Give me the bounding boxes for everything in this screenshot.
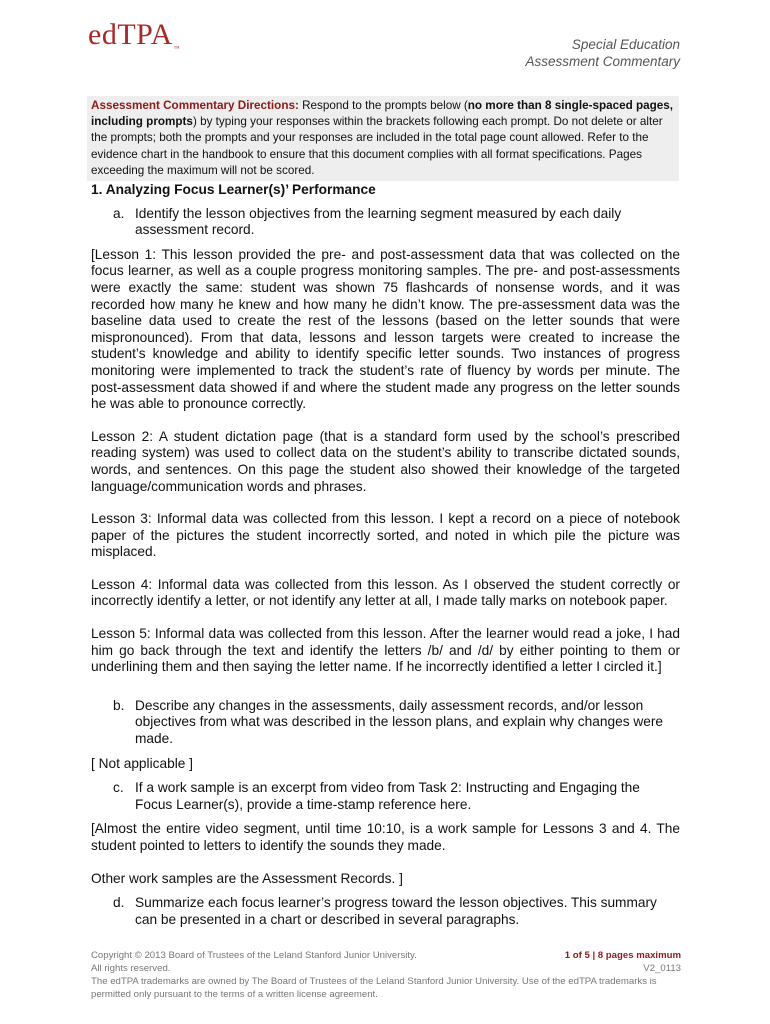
response-a-lesson-3[interactable]: Lesson 3: Informal data was collected from this lesson. I kept a record on a piece of notebook paper of the pictures the student incorrectly sorted, and noted in which pile the picture was misplaced.	[91, 511, 680, 560]
response-a-lesson-2[interactable]: Lesson 2: A student dictation page (that is a standard form used by the school’s prescribed reading system) was used to collect data on the student’s ability to transcribe dictated sounds, words, and sentences. On this page the student also showed their knowledge of the targeted language/communication words and phrases.	[91, 428, 680, 494]
prompt-d: d. Summarize each focus learner’s progress toward the lesson objectives. This summary can be presented in a chart or described in several paragraphs.	[113, 895, 657, 927]
prompt-a: a. Identify the lesson objectives from the learning segment measured by each daily assessment record.	[113, 205, 622, 238]
directions-label: Assessment Commentary Directions:	[91, 99, 299, 112]
prompt-b: b. Describe any changes in the assessments, daily assessment records, and/or lesson objectives from what was described in the lesson plans, and explain why changes were made.	[113, 697, 664, 747]
response-b[interactable]: [ Not applicable ]	[91, 755, 193, 771]
header-line-1: Special Education	[571, 37, 680, 52]
footer-trademark: The edTPA trademarks are owned by The Board of Trustees of the Leland Stanford Junior University. Use of the edTPA trademarks is permitted only pursuant to the terms of a written license agreement.	[91, 976, 657, 1000]
response-a-lesson-4[interactable]: Lesson 4: Informal data was collected from this lesson. As I observed the student correctly or incorrectly identify a letter, or not identify any letter at all, I made tally marks on notebook paper.	[91, 576, 680, 609]
footer-rights: All rights reserved.	[91, 963, 171, 974]
document-header	[525, 36, 680, 70]
response-c-2[interactable]: Other work samples are the Assessment Records. ]	[91, 870, 403, 886]
response-a-lesson-5[interactable]: Lesson 5: Informal data was collected from this lesson. After the learner would read a joke, I had him go back through the text and identify the letters /b/ and /d/ by either pointing to them or underlining them and then saying the letter name. If he incorrectly identified a letter I circled it.]	[91, 626, 680, 675]
footer-copyright: Copyright © 2013 Board of Trustees of the Leland Stanford Junior University.	[91, 950, 417, 961]
page-footer	[91, 949, 681, 1001]
response-c-1[interactable]: [Almost the entire video segment, until time 10:10, is a work sample for Lessons 3 and 4. The student pointed to letters to identify the sounds they made.	[91, 821, 680, 853]
directions-box: Assessment Commentary Directions: Respond to the prompts below (no more than 8 single-spaced pages, including prompts) by typing your responses within the brackets following each prompt. Do not delete or alter the prompts; both the prompts and your responses are included in the total page count allowed. Refer to the evidence chart in the handbook to ensure that this document complies with all format specifications. Pages exceeding the maximum will not be scored.	[87, 96, 679, 181]
footer-version: V2_0113	[643, 963, 681, 974]
response-a-lesson-1[interactable]: [Lesson 1: This lesson provided the pre- and post-assessment data that was collected on the focus learner, as well as a couple progress monitoring samples. The pre- and post-assessments were exactly the same: student was shown 75 flashcards of nonsense words, and it was recorded how many he knew and how many he didn’t know. The pre-assessment data was the baseline data used to create the rest of the lessons (based on the letter sounds that were mispronounced). From that data, lessons and lesson targets were created to increase the student’s knowledge and ability to identify specific letter sounds. Two instances of progress monitoring were implemented to track the student’s rate of fluency by words per minute. The post-assessment data showed if and where the student made any progress on the letter sounds he was able to pronounce correctly.	[91, 246, 680, 412]
prompt-c: c. If a work sample is an excerpt from video from Task 2: Instructing and Engaging the Focus Learner(s), provide a time-stamp reference here.	[113, 780, 640, 812]
main-content	[91, 182, 680, 936]
header-line-2: Assessment Commentary	[525, 54, 680, 69]
section-title: 1. Analyzing Focus Learner(s)’ Performance	[91, 182, 376, 197]
edtpa-logo: edTPA™	[88, 18, 181, 52]
page-count: 1 of 5 | 8 pages maximum	[564, 950, 681, 961]
